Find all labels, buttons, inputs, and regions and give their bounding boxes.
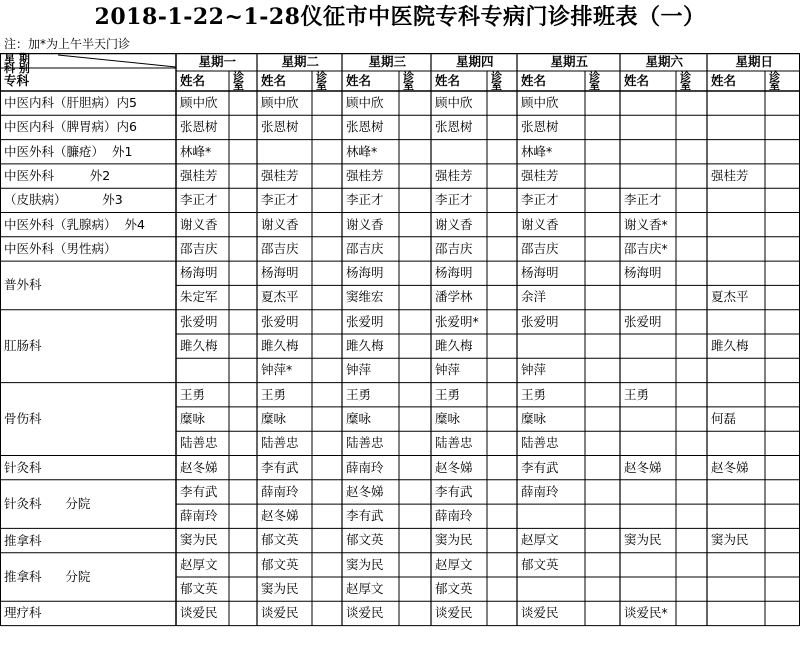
doctor-name-cell: 谢义香 [521, 216, 559, 232]
dept-label: 中医外科 外2 [4, 168, 111, 184]
room-column-header: 诊室 [769, 70, 780, 92]
doctor-name-cell: 强桂芳 [261, 167, 299, 183]
doctor-name-cell: 强桂芳 [180, 167, 218, 183]
doctor-name-cell: 谈爱民* [624, 605, 668, 621]
doctor-name-cell: 赵厚文 [521, 532, 559, 548]
doctor-name-cell: 糜咏 [521, 410, 547, 426]
doctor-name-cell: 李正才 [624, 192, 662, 208]
doctor-name-cell: 强桂芳 [711, 167, 749, 183]
doctor-name-cell: 赵冬娣 [435, 459, 473, 475]
doctor-name-cell: 郁文英 [261, 532, 299, 548]
doctor-name-cell: 强桂芳 [346, 167, 384, 183]
doctor-name-cell: 李正才 [180, 192, 218, 208]
day-header: 星期日 [735, 54, 774, 69]
doctor-name-cell: 杨海明 [180, 265, 218, 281]
doctor-name-cell: 雎久梅 [711, 338, 749, 353]
corner-dept-label: 科 别 [4, 62, 30, 75]
doctor-name-cell: 顾中欣 [521, 95, 559, 110]
doctor-name-cell: 窦为民 [261, 581, 299, 596]
doctor-name-cell: 张恩树 [261, 119, 299, 135]
room-column-header: 诊室 [316, 70, 327, 92]
doctor-name-cell: 钟萍 [346, 362, 372, 378]
doctor-name-cell: 钟萍* [261, 362, 293, 378]
doctor-name-cell: 赵冬娣 [180, 459, 218, 475]
room-column-header: 诊室 [491, 70, 502, 92]
doctor-name-cell: 李有武 [261, 459, 299, 475]
doctor-name-cell: 李正才 [261, 192, 299, 208]
doctor-name-cell: 谈爱民 [521, 605, 559, 621]
doctor-name-cell: 薛南玲 [180, 508, 218, 524]
doctor-name-cell: 谈爱民 [435, 605, 473, 621]
doctor-name-cell: 赵冬娣 [261, 508, 299, 524]
doctor-name-cell: 王勇 [624, 386, 650, 402]
doctor-name-cell: 王勇 [346, 386, 372, 402]
doctor-name-cell: 陆善忠 [435, 435, 473, 451]
doctor-name-cell: 赵厚文 [180, 556, 218, 572]
doctor-name-cell: 赵厚文 [346, 581, 384, 596]
room-column-header: 诊室 [589, 70, 600, 92]
footnote: 注：加*为上午半天门诊 [4, 37, 131, 51]
doctor-name-cell: 谢义香 [180, 216, 218, 232]
doctor-name-cell: 杨海明 [261, 265, 299, 281]
doctor-name-cell: 陆善忠 [346, 435, 384, 451]
room-column-header: 诊室 [403, 70, 414, 92]
room-column-header: 诊室 [233, 70, 244, 92]
dept-label: 中医内科（肝胆病）内5 [4, 95, 137, 111]
dept-label: 普外科 [4, 277, 42, 293]
doctor-name-cell: 张恩树 [346, 119, 384, 135]
doctor-name-cell: 雎久梅 [180, 338, 218, 353]
doctor-name-cell: 顾中欣 [180, 95, 218, 110]
doctor-name-cell: 邵吉庆 [521, 240, 559, 256]
day-header: 星期三 [368, 54, 407, 69]
name-column-header: 姓名 [261, 73, 287, 88]
doctor-name-cell: 窦为民 [180, 532, 218, 548]
doctor-name-cell: 李有武 [521, 459, 559, 475]
doctor-name-cell: 李有武 [346, 508, 384, 524]
doctor-name-cell: 李有武 [180, 483, 218, 499]
dept-label: 理疗科 [4, 605, 42, 621]
page-title: 2018-1-22~1-28仪征市中医院专科专病门诊排班表（一） [94, 4, 706, 30]
name-column-header: 姓名 [346, 73, 372, 88]
dept-column-header: 专科 [4, 73, 30, 88]
doctor-name-cell: 邵吉庆 [435, 240, 473, 256]
doctor-name-cell: 钟萍 [435, 362, 461, 378]
name-column-header: 姓名 [521, 73, 547, 88]
doctor-name-cell: 夏杰平 [711, 289, 749, 305]
doctor-name-cell: 郁文英 [261, 556, 299, 572]
doctor-name-cell: 雎久梅 [435, 338, 473, 353]
doctor-name-cell: 糜咏 [346, 410, 372, 426]
doctor-name-cell: 张爱明 [180, 313, 218, 329]
doctor-name-cell: 窦为民 [435, 532, 473, 548]
name-column-header: 姓名 [180, 73, 206, 88]
doctor-name-cell: 窦维宏 [346, 289, 384, 305]
doctor-name-cell: 糜咏 [180, 410, 206, 426]
doctor-name-cell: 薛南玲 [346, 459, 384, 475]
doctor-name-cell: 郁文英 [346, 532, 384, 548]
dept-label: 针灸科 [4, 459, 42, 475]
dept-label: 中医外科（乳腺病） 外4 [4, 216, 145, 232]
corner-week-label: 星 期 [4, 52, 30, 65]
doctor-name-cell: 王勇 [521, 386, 547, 402]
day-header: 星期六 [645, 54, 684, 69]
doctor-name-cell: 窦为民 [711, 532, 749, 548]
doctor-name-cell: 何磊 [711, 410, 737, 426]
doctor-name-cell: 李正才 [521, 192, 559, 208]
doctor-name-cell: 王勇 [435, 386, 461, 402]
doctor-name-cell: 张恩树 [435, 119, 473, 135]
day-header: 星期一 [198, 54, 237, 69]
doctor-name-cell: 强桂芳 [435, 167, 473, 183]
doctor-name-cell: 雎久梅 [346, 338, 384, 353]
dept-label: 推拿科 [4, 532, 42, 548]
dept-label: 针灸科 分院 [4, 496, 91, 512]
doctor-name-cell: 夏杰平 [261, 289, 299, 305]
doctor-name-cell: 谢义香 [261, 216, 299, 232]
doctor-name-cell: 张爱明 [624, 313, 662, 329]
doctor-name-cell: 杨海明 [346, 265, 384, 281]
doctor-name-cell: 郁文英 [521, 556, 559, 572]
doctor-name-cell: 邵吉庆* [624, 240, 668, 256]
day-header: 星期二 [281, 54, 320, 69]
doctor-name-cell: 糜咏 [435, 410, 461, 426]
room-column-header: 诊室 [680, 70, 691, 92]
doctor-name-cell: 谈爱民 [261, 605, 299, 621]
doctor-name-cell: 张爱明 [346, 313, 384, 329]
doctor-name-cell: 李正才 [346, 192, 384, 208]
doctor-name-cell: 陆善忠 [180, 435, 218, 451]
day-header: 星期五 [550, 54, 589, 69]
doctor-name-cell: 林峰* [521, 143, 553, 159]
doctor-name-cell: 谢义香 [346, 216, 384, 232]
doctor-name-cell: 杨海明 [521, 265, 559, 281]
doctor-name-cell: 薛南玲 [261, 483, 299, 499]
doctor-name-cell: 林峰* [346, 143, 378, 159]
doctor-name-cell: 顾中欣 [261, 95, 299, 110]
doctor-name-cell: 张恩树 [521, 119, 559, 135]
doctor-name-cell: 余洋 [521, 289, 547, 305]
doctor-name-cell: 张爱明* [435, 313, 479, 329]
doctor-name-cell: 糜咏 [261, 410, 287, 426]
doctor-name-cell: 雎久梅 [261, 338, 299, 353]
doctor-name-cell: 王勇 [261, 386, 287, 402]
corner-diagonal-line [58, 55, 176, 67]
doctor-name-cell: 李有武 [435, 483, 473, 499]
doctor-name-cell: 邵吉庆 [346, 240, 384, 256]
doctor-name-cell: 赵冬娣 [624, 459, 662, 475]
doctor-name-cell: 赵冬娣 [711, 459, 749, 475]
doctor-name-cell: 林峰* [180, 143, 212, 159]
schedule-table [0, 53, 800, 654]
dept-label: 骨伤科 [4, 411, 42, 427]
doctor-name-cell: 陆善忠 [261, 435, 299, 451]
doctor-name-cell: 薛南玲 [521, 483, 559, 499]
doctor-name-cell: 窦为民 [346, 556, 384, 572]
doctor-name-cell: 邵吉庆 [180, 240, 218, 256]
doctor-name-cell: 潘学林 [435, 289, 473, 305]
doctor-name-cell: 谢义香 [435, 216, 473, 232]
doctor-name-cell: 郁文英 [435, 581, 473, 596]
day-header: 星期四 [456, 54, 494, 69]
doctor-name-cell: 谈爱民 [180, 605, 218, 621]
dept-label: （皮肤病） 外3 [4, 192, 123, 208]
doctor-name-cell: 张爱明 [521, 313, 559, 329]
doctor-name-cell: 陆善忠 [521, 435, 559, 451]
doctor-name-cell: 薛南玲 [435, 508, 473, 524]
doctor-name-cell: 谈爱民 [346, 605, 384, 621]
doctor-name-cell: 邵吉庆 [261, 240, 299, 256]
doctor-name-cell: 强桂芳 [521, 167, 559, 183]
doctor-name-cell: 赵厚文 [435, 556, 473, 572]
doctor-name-cell: 杨海明 [435, 265, 473, 281]
doctor-name-cell: 赵冬娣 [346, 483, 384, 499]
name-column-header: 姓名 [435, 73, 461, 88]
dept-label: 推拿科 分院 [4, 569, 91, 584]
doctor-name-cell: 顾中欣 [435, 95, 473, 110]
name-column-header: 姓名 [624, 73, 650, 88]
dept-label: 中医外科（臁疮） 外1 [4, 143, 133, 159]
doctor-name-cell: 窦为民 [624, 532, 662, 548]
doctor-name-cell: 李正才 [435, 192, 473, 208]
doctor-name-cell: 钟萍 [521, 362, 547, 378]
doctor-name-cell: 王勇 [180, 386, 206, 402]
dept-label: 中医内科（脾胃病）内6 [4, 119, 137, 135]
name-column-header: 姓名 [711, 73, 737, 88]
doctor-name-cell: 谢义香* [624, 216, 668, 232]
dept-label: 肛肠科 [4, 338, 42, 354]
doctor-name-cell: 郁文英 [180, 581, 218, 596]
doctor-name-cell: 朱定军 [180, 289, 218, 305]
doctor-name-cell: 张爱明 [261, 313, 299, 329]
doctor-name-cell: 张恩树 [180, 119, 218, 135]
dept-label: 中医外科（男性病） [4, 240, 117, 256]
doctor-name-cell: 顾中欣 [346, 95, 384, 110]
doctor-name-cell: 杨海明 [624, 265, 662, 281]
